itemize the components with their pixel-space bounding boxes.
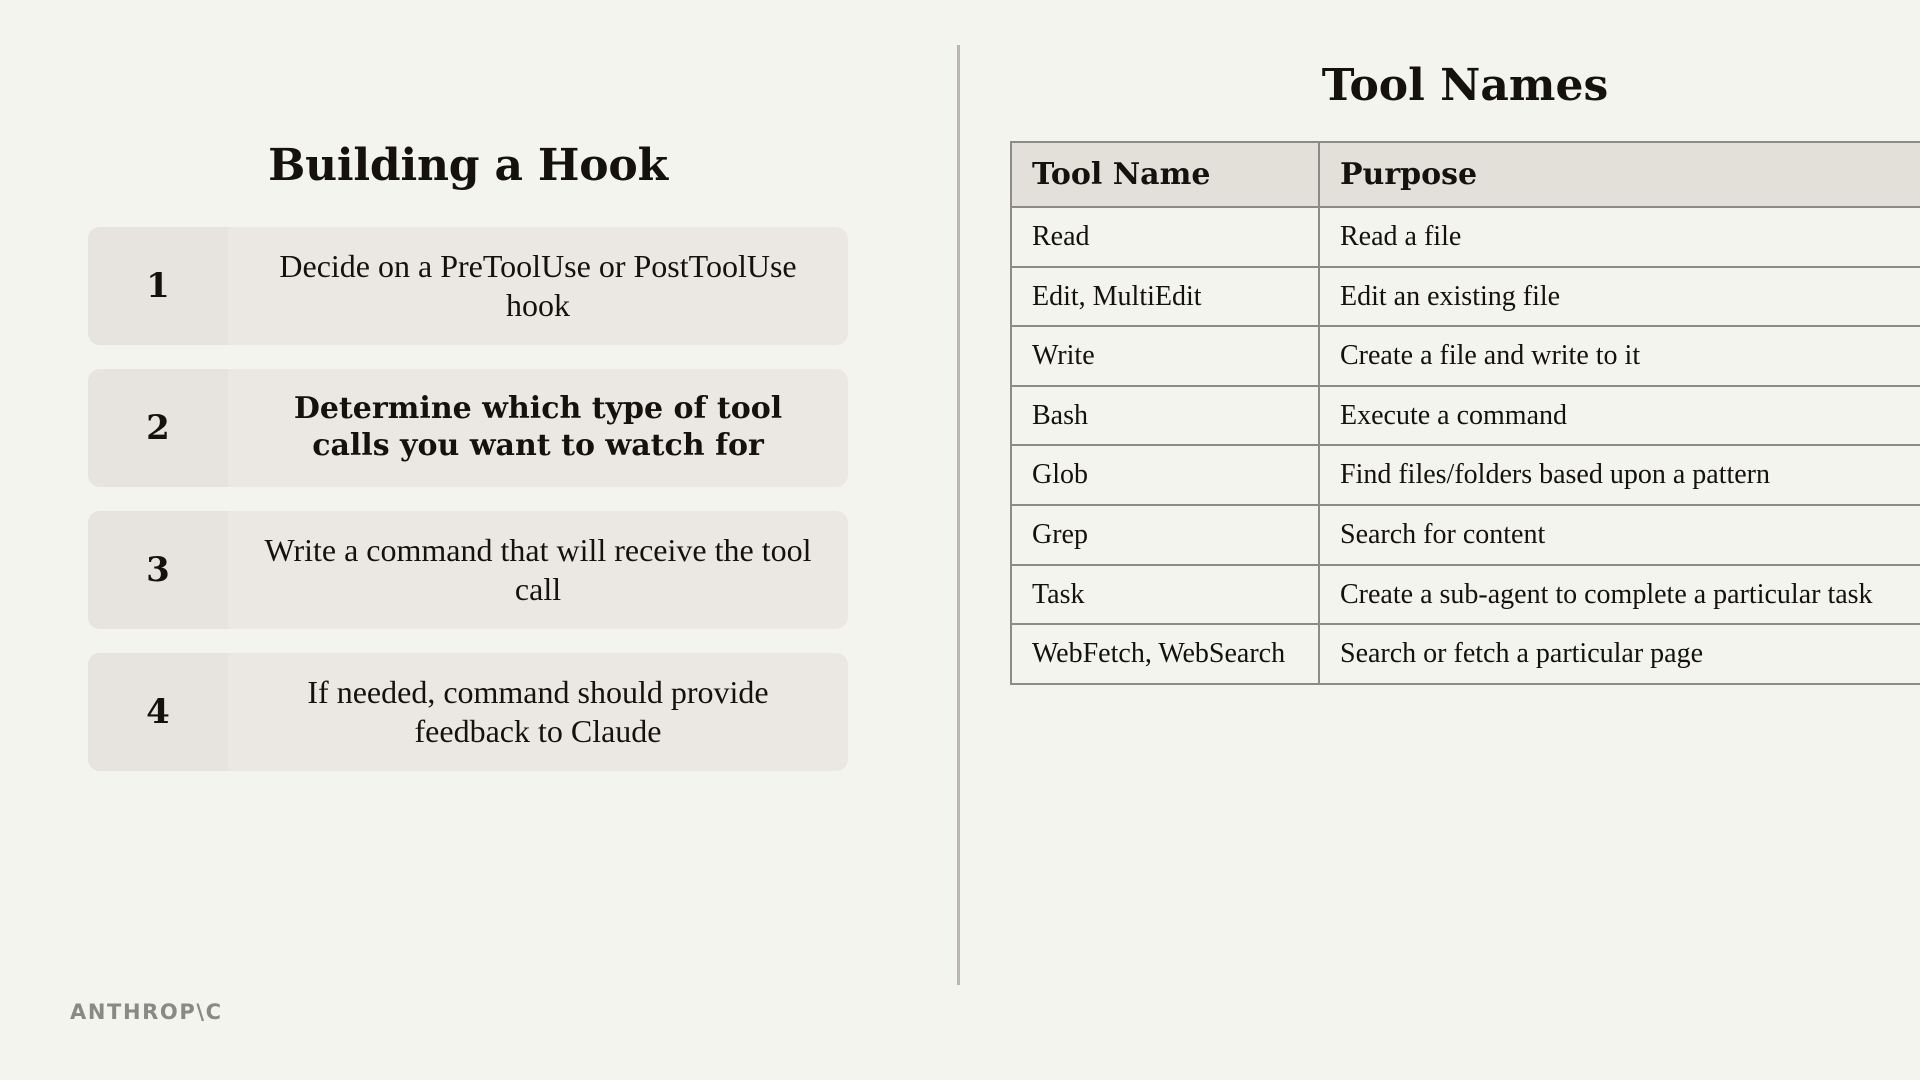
step-number-4: 4: [88, 653, 228, 771]
table-row: [1011, 565, 1920, 625]
table-row: [1011, 505, 1920, 565]
table-header-row: [1011, 142, 1920, 207]
table-row: [1011, 326, 1920, 386]
step-card-3: [88, 511, 848, 629]
vertical-divider: [957, 45, 960, 985]
step-text-4: If needed, command should provide feedback to Claude: [307, 673, 769, 749]
step-number-3: 3: [88, 511, 228, 629]
cell-tool-name: Glob: [1011, 445, 1319, 505]
cell-tool-name: Write: [1011, 326, 1319, 386]
cell-tool-name: Grep: [1011, 505, 1319, 565]
cell-purpose: Execute a command: [1319, 386, 1920, 446]
building-a-hook-panel: [88, 140, 848, 795]
cell-purpose: Search for content: [1319, 505, 1920, 565]
right-panel-title: Tool Names: [1321, 60, 1609, 111]
step-text-1: Decide on a PreToolUse or PostToolUse hook: [279, 247, 797, 323]
table-row: [1011, 267, 1920, 327]
cell-purpose: Create a file and write to it: [1319, 326, 1920, 386]
cell-tool-name: WebFetch, WebSearch: [1011, 624, 1319, 684]
cell-purpose: Search or fetch a particular page: [1319, 624, 1920, 684]
anthropic-logo: ANTHROP\C: [70, 1000, 223, 1024]
table-row: [1011, 207, 1920, 267]
step-card-2: [88, 369, 848, 487]
step-text-2: Determine which type of tool calls you want to watch for: [293, 391, 783, 463]
step-text-3: Write a command that will receive the tool call: [264, 531, 812, 607]
cell-tool-name: Edit, MultiEdit: [1011, 267, 1319, 327]
step-card-4: [88, 653, 848, 771]
cell-purpose: Find files/folders based upon a pattern: [1319, 445, 1920, 505]
column-header-purpose: Purpose: [1319, 142, 1920, 207]
left-panel-title: Building a Hook: [268, 140, 668, 191]
cell-tool-name: Bash: [1011, 386, 1319, 446]
cell-purpose: Create a sub-agent to complete a particular task: [1319, 565, 1920, 625]
cell-purpose: Edit an existing file: [1319, 267, 1920, 327]
step-number-2: 2: [88, 369, 228, 487]
step-number-1: 1: [88, 227, 228, 345]
cell-tool-name: Read: [1011, 207, 1319, 267]
table-row: [1011, 624, 1920, 684]
cell-purpose: Read a file: [1319, 207, 1920, 267]
tool-names-table: [1010, 141, 1920, 685]
tool-names-panel: [1010, 60, 1920, 685]
cell-tool-name: Task: [1011, 565, 1319, 625]
table-row: [1011, 445, 1920, 505]
step-card-1: [88, 227, 848, 345]
column-header-tool-name: Tool Name: [1011, 142, 1319, 207]
table-row: [1011, 386, 1920, 446]
